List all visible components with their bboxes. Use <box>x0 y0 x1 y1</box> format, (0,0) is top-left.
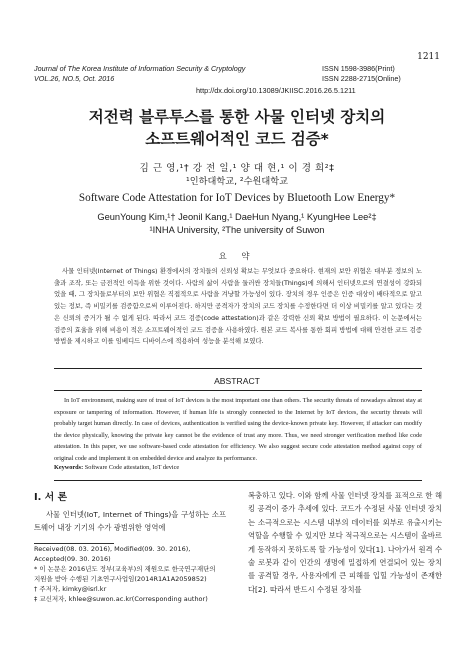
authors-english: GeunYoung Kim,¹† Jeonil Kang,¹ DaeHun Nyang,¹ KyungHee Lee²‡ <box>97 212 377 222</box>
footnote-first-author: † 주저자, kimky@isrl.kr <box>34 585 107 594</box>
paper-title-korean <box>0 106 474 150</box>
body-text-left-column: 사물 인터넷(IoT, Internet of Things)을 구성하는 소프트웨어 내장 기기의 수가 광범위한 영역에 <box>34 510 226 533</box>
volume-info: VOL.26, NO.5, Oct. 2016 <box>34 73 115 83</box>
authors-korean: 김 근 영,¹† 강 전 일,¹ 양 대 현,¹ 이 경 희²‡ <box>139 163 335 174</box>
title-ko-line2: 소프트웨어적인 코드 검증* <box>145 130 329 148</box>
footnote-corresponding-author: ‡ 교신저자, khlee@suwon.ac.kr(Corresponding author) <box>34 595 208 604</box>
divider <box>54 368 422 369</box>
affiliation-english: ¹INHA University, ²The university of Suwon <box>149 225 325 235</box>
footnotes <box>34 544 230 605</box>
footnote-accepted: Accepted(09. 30. 2016) <box>34 555 111 564</box>
keywords-value: Software Code attestation, IoT device <box>84 464 180 471</box>
journal-name: Journal of The Korea Institute of Information Security & Cryptology <box>34 64 246 73</box>
keywords-label: Keywords: <box>54 464 84 471</box>
issn-print: ISSN 1598-3986(Print) <box>322 64 395 73</box>
title-ko-line1: 저전력 블루투스를 통한 사물 인터넷 장치의 <box>88 108 386 126</box>
footnote-received: Received(08. 03. 2016), Modified(09. 30. 2016), <box>34 545 191 553</box>
abstract-english-heading: ABSTRACT <box>214 376 260 386</box>
doi-link[interactable]: http://dx.doi.org/10.13089/JKIISC.2016.26.5.1211 <box>196 86 356 95</box>
journal-header <box>34 64 245 83</box>
affiliation-korean: ¹인하대학교, ²수원대학교 <box>186 176 288 187</box>
issn-online: ISSN 2288-2715(Online) <box>322 73 401 83</box>
abstract-english-body: In IoT environment, making sure of trust of IoT devices is the most important one than others. The security threats of nowadays almost stay at exposure or tampering of information. However, if human life is strongly connected to the Internet by IoT devices, the security threats will probably target human directly. In case of devices, authentication is verified using the device-known private key. However, if attacker can modify the device physically, knowing the private key cannot be the evidence of trust any more. Thus, we need stronger verification method like code attestation. In this paper, we use software-based code attestation for efficiency. We also suggest secure code attestation method against copy of original code and implement it on embedded device and analyze its performance. <box>54 397 422 462</box>
body-text-right-column: 복충하고 있다. 이와 함께 사물 인터넷 장치를 표적으로 한 해킹 공격이 증가 추세에 있다. 코드가 수정된 사물 인터넷 장치는 소극적으로는 시스템 내부의 데이터를 외부로 유출시키는 역할을 수행할 수 있지만 보다 적극적으로는 시스템이 올바르게 동작하지 못하도록 할 가능성이 있다[1]. 나아가서 원격 수술 로봇과 같이 인간의 생명에 밀접하게 연결되어 있는 장치를 공격할 경우, 사용자에게 큰 피해를 입힐 가능성이 존재한다[2]. 따라서 반드시 수정된 장치를 <box>248 491 442 594</box>
page-number: 1211 <box>417 52 440 62</box>
section-heading-introduction: I. 서 론 <box>34 492 68 503</box>
footnote-funding-cont: 지원을 받아 수행된 기초연구사업임(2014R1A1A2059852) <box>34 575 207 584</box>
abstract-korean-heading: 요 약 <box>218 251 256 261</box>
keywords <box>54 464 422 471</box>
paper-title-english: Software Code Attestation for IoT Devices by Bluetooth Low Energy* <box>78 192 396 204</box>
abstract-korean-body: 사물 인터넷(Internet of Things) 환경에서의 장치들의 신뢰성 확보는 무엇보다 중요하다. 현재의 보안 위협은 대부분 정보의 노출과 조작, 또는 금전적인 이득을 위한 것이다. 사람의 삶이 사람을 둘러싼 장치들(Things)에 의해서 인터넷으로의 연결성이 강화되었을 때, 그 장치들로부터의 보안 위협은 직접적으로 사람을 겨냥할 가능성이 있다. 장치의 경우 인증은 인증 대상이 배타적으로 알고 있는 정보, 즉 비밀키를 검증함으로써 이루어진다. 하지만 공격자가 장치의 코드 장치를 수정한다면 더 이상 비밀키를 알고 있다는 것은 신뢰의 증거가 될 수 없게 된다. 따라서 코드 검증(code attestation)과 같은 강력한 신뢰 확보 방법이 필요하다. 이 논문에서는 검증의 효율을 위해 비용이 적은 소프트웨어적인 코드 검증을 사용하였다. 원본 코드 복사를 통한 회피 방법에 대해 안전한 코드 검증 방법을 제시하고 이를 임베디드 디바이스에 적용하여 성능을 분석해 보였다. <box>54 267 422 346</box>
footnote-funding: * 이 논문은 2016년도 정부(교육부)의 재원으로 한국연구재단의 <box>34 565 216 574</box>
divider <box>54 480 422 481</box>
issn-block <box>322 64 401 83</box>
divider <box>54 390 422 391</box>
